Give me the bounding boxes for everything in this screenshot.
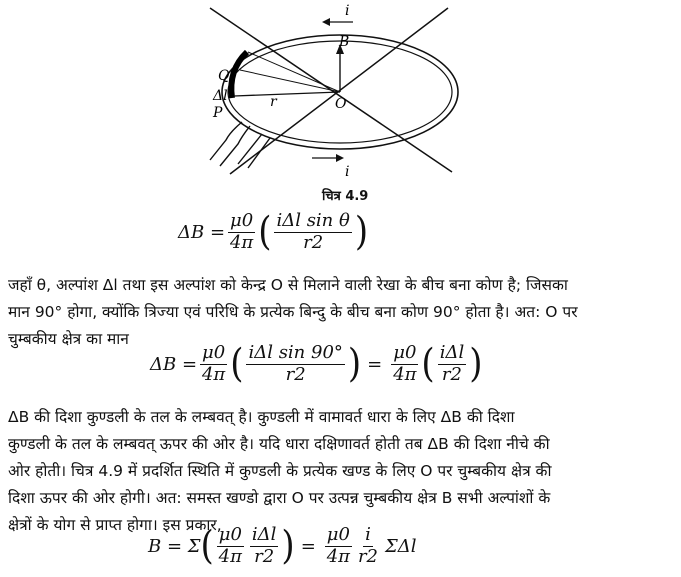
label-element: Δl [213, 88, 228, 104]
paragraph-2-line-1: ΔB की दिशा कुण्डली के तल के लम्बवत् है। कुण्डली में वामावर्त धारा के लिए ΔB की दिशा [8, 408, 515, 426]
equation-2 [150, 341, 483, 388]
eq2-rhs-num: iΔl [439, 342, 465, 363]
eq2-rhs-coef-num: μ0 [393, 342, 417, 363]
eq3-den: r2 [254, 545, 275, 567]
eq2-open-paren: ( [230, 341, 244, 388]
eq3-rhs-den: r2 [357, 545, 378, 567]
eq3-num: iΔl [251, 524, 277, 545]
lead-wire-1a [210, 122, 242, 160]
eq1-lhs: ΔB = [178, 221, 226, 243]
paragraph-1-line-1: जहाँ θ, अल्पांश Δl तथा इस अल्पांश को केन्द्र O से मिलाने वाली रेखा के बीच बना कोण है; जिसका [8, 276, 568, 294]
equation-1 [178, 209, 369, 256]
paragraph-2-line-5: क्षेत्रों के योग से प्राप्त होगा। इस प्रकार, [8, 516, 222, 534]
eq3-coef [217, 526, 244, 567]
eq1-main-frac [274, 212, 351, 253]
eq2-rhs-open-paren: ( [421, 341, 435, 388]
eq3-lhs: B = Σ [148, 535, 201, 557]
label-current-bottom: i [345, 164, 350, 180]
current-arrowhead-bottom [336, 154, 344, 162]
eq2-coef [200, 344, 227, 385]
eq2-num: iΔl sin 90° [248, 342, 343, 363]
loop-diagram [190, 0, 490, 185]
eq2-equals: = [367, 353, 383, 375]
paragraph-2-line-4: दिशा ऊपर की ओर होगी। अत: समस्त खण्डो द्वारा O पर उत्पन्न चुम्बकीय क्षेत्र B सभी अल्पांशों के [8, 489, 551, 507]
eq1-num: iΔl sin θ [276, 210, 350, 231]
eq3-rhs-coef-num: μ0 [326, 524, 350, 545]
eq1-coef-num: μ0 [230, 210, 254, 231]
lead-wire-1b [220, 126, 250, 166]
paragraph-2-line-3: ओर होती। चित्र 4.9 में प्रदर्शित स्थिति में कुण्डली के प्रत्येक खण्ड के लिए O पर चुम्बकीय क्षेत्र की [8, 462, 552, 480]
eq2-rhs-den: r2 [441, 363, 462, 385]
element-arc [231, 52, 247, 98]
lead-wire-2b [248, 138, 270, 168]
figure-caption: चित्र 4.9 [322, 189, 369, 204]
eq2-coef-num: μ0 [202, 342, 226, 363]
eq3-rhs-frac [358, 526, 378, 567]
paragraph-2 [8, 404, 672, 539]
eq3-rhs-coef [325, 526, 352, 567]
eq2-main-frac [246, 344, 344, 385]
eq3-coef-den: 4π [218, 545, 242, 567]
eq2-rhs-frac [438, 344, 467, 385]
paragraph-2-line-2: कुण्डली के तल के लम्बवत् ऊपर की ओर है। यदि धारा दक्षिणावर्त होती तब ΔB की दिशा नीचे की [8, 435, 550, 453]
paragraph-1 [8, 272, 672, 353]
label-p: P [213, 105, 223, 121]
eq2-coef-den: 4π [201, 363, 226, 385]
label-q: Q [218, 68, 230, 84]
eq3-open-paren: ( [200, 523, 214, 570]
eq1-coef [228, 212, 255, 253]
eq2-rhs-close-paren: ) [469, 341, 483, 388]
eq2-rhs-coef-den: 4π [393, 363, 417, 385]
radius-line-mid [240, 70, 340, 92]
paragraph-1-line-3: चुम्बकीय क्षेत्र का मान [8, 330, 129, 348]
eq2-rhs-coef [391, 344, 418, 385]
eq1-close-paren: ) [354, 209, 369, 256]
eq3-main-frac [250, 526, 279, 567]
eq3-rhs-num: i [365, 524, 371, 545]
eq3-rhs-coef-den: 4π [326, 545, 350, 567]
eq3-equals: = [300, 535, 316, 557]
eq1-den: r2 [303, 231, 324, 253]
label-radius: r [270, 94, 277, 110]
eq2-den: r2 [285, 363, 306, 385]
radius-line [234, 92, 340, 96]
eq3-sum: ΣΔl [385, 535, 417, 557]
label-current-top: i [345, 3, 350, 19]
eq3-coef-num: μ0 [218, 524, 242, 545]
paragraph-1-line-2: मान 90° होगा, क्योंकि त्रिज्या एवं परिधि के प्रत्येक बिन्दु के बीच बना कोण 90° होता है। अत: O पर [8, 303, 578, 321]
radius-line-q [248, 52, 340, 92]
equation-3 [148, 523, 417, 570]
label-field: B [339, 34, 350, 50]
eq2-close-paren: ) [347, 341, 362, 388]
eq1-open-paren: ( [258, 209, 272, 256]
circular-loop-figure [190, 0, 490, 185]
eq2-lhs: ΔB = [150, 353, 198, 375]
eq1-coef-den: 4π [229, 231, 254, 253]
current-arrowhead-top [322, 18, 330, 26]
eq3-close-paren: ) [281, 523, 295, 570]
label-center: O [335, 96, 347, 112]
